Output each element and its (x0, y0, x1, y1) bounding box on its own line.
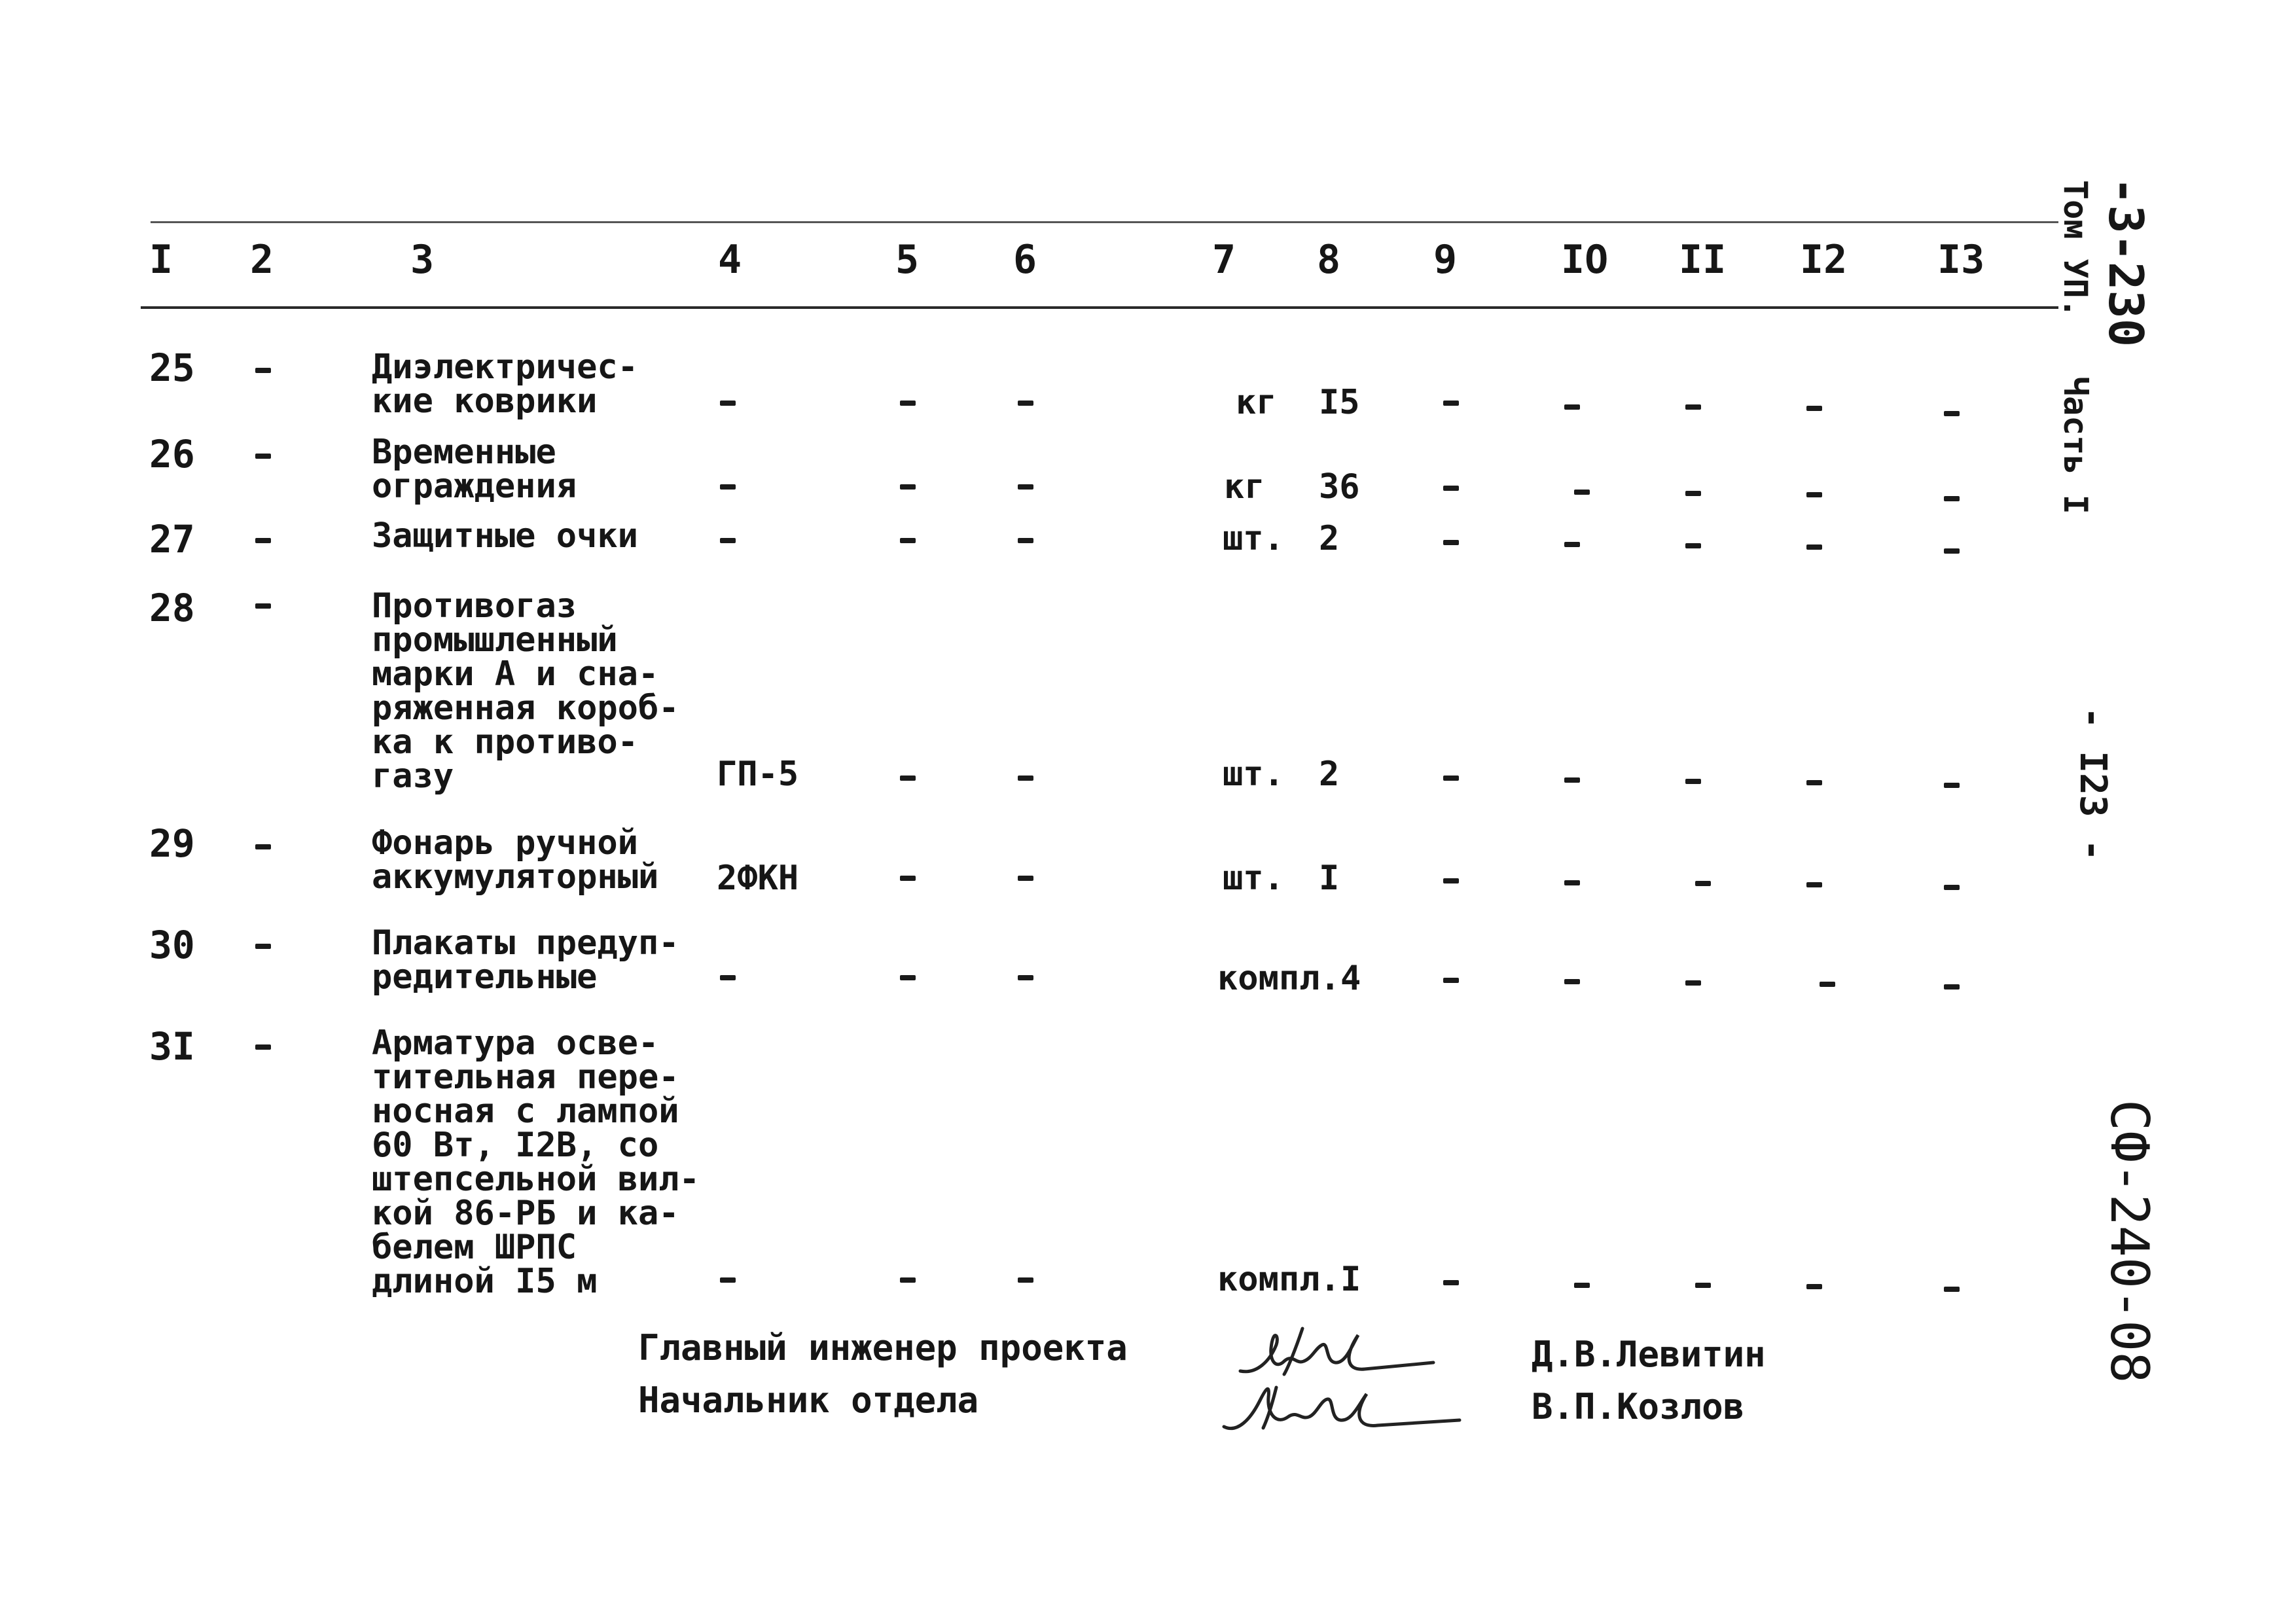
dash-mark (900, 876, 916, 881)
unit-cell: компл. (1217, 1260, 1340, 1299)
department-head-name: В.П.Козлов (1532, 1386, 1745, 1427)
dash-mark (1443, 1280, 1459, 1285)
row-number: 3I (149, 1024, 195, 1069)
dash-mark (255, 603, 271, 609)
dash-mark (1806, 492, 1822, 497)
dash-mark (1443, 878, 1459, 883)
dash-mark (1018, 538, 1033, 543)
dash-mark (255, 844, 271, 849)
dash-mark (1443, 978, 1459, 983)
dash-mark (255, 368, 271, 373)
row-number: 25 (149, 346, 195, 390)
dash-mark (720, 484, 736, 490)
dash-mark (1564, 542, 1580, 547)
dash-mark (1018, 401, 1033, 406)
col-header-11: II (1679, 237, 1727, 283)
dash-mark (1695, 1283, 1711, 1288)
unit-cell: шт. (1223, 859, 1284, 898)
dash-mark (900, 538, 916, 543)
dash-mark (255, 538, 271, 543)
item-name: Фонарь ручной аккумуляторный (372, 823, 659, 897)
dash-mark (720, 975, 736, 980)
dash-mark (1944, 496, 1960, 501)
unit-cell: кг (1224, 467, 1265, 507)
row-number: 26 (149, 432, 195, 476)
item-name: Плакаты предуп- редительные (372, 923, 679, 997)
unit-cell: кг (1236, 383, 1277, 422)
dash-mark (1944, 783, 1960, 788)
dash-mark (1806, 406, 1822, 411)
margin-volume: Том УП. (2056, 180, 2094, 318)
dash-mark (1018, 975, 1033, 980)
type-cell: ГП-5 (717, 755, 799, 794)
item-name: Временные ограждения (372, 433, 577, 506)
dash-mark (1018, 876, 1033, 881)
unit-cell: шт. (1223, 755, 1284, 794)
chief-engineer-name: Д.В.Левитин (1532, 1334, 1766, 1375)
quantity-cell: 4 (1340, 959, 1361, 998)
quantity-cell: I (1340, 1260, 1361, 1299)
dash-mark (720, 401, 736, 406)
dash-mark (900, 975, 916, 980)
page-number: - I23 - (2072, 707, 2114, 862)
col-header-6: 6 (1013, 237, 1037, 283)
dash-mark (900, 1277, 916, 1283)
dash-mark (900, 776, 916, 781)
col-header-2: 2 (250, 237, 274, 283)
dash-mark (1685, 980, 1701, 986)
dash-mark (1018, 1277, 1033, 1283)
dash-mark (255, 454, 271, 459)
col-header-13: I3 (1937, 237, 1985, 283)
dash-mark (1564, 880, 1580, 885)
col-header-8: 8 (1317, 237, 1341, 283)
dash-mark (1685, 779, 1701, 784)
chief-engineer-title: Главный инженер проекта (638, 1327, 1128, 1368)
dash-mark (1564, 777, 1580, 783)
margin-part: Часть I (2056, 376, 2094, 514)
item-name: Диэлектричес- кие коврики (372, 348, 638, 421)
dash-mark (1574, 490, 1590, 495)
quantity-cell: 2 (1319, 755, 1340, 794)
dash-mark (720, 538, 736, 543)
dash-mark (1820, 982, 1835, 987)
col-header-5: 5 (895, 237, 920, 283)
dash-mark (1944, 984, 1960, 990)
dash-mark (1443, 776, 1459, 781)
dash-mark (1018, 484, 1033, 490)
top-rule (151, 221, 2058, 223)
col-header-10: IO (1561, 237, 1609, 283)
col-header-12: I2 (1800, 237, 1848, 283)
dash-mark (900, 401, 916, 406)
dash-mark (720, 1277, 736, 1283)
quantity-cell: 36 (1319, 467, 1360, 507)
header-rule (141, 306, 2058, 309)
dash-mark (1695, 881, 1711, 886)
dash-mark (1806, 882, 1822, 887)
quantity-cell: I5 (1319, 383, 1360, 422)
department-head-title: Начальник отдела (638, 1380, 979, 1421)
document-code: СФ-240-08 (2099, 1099, 2160, 1383)
dash-mark (255, 1044, 271, 1050)
dash-mark (1564, 979, 1580, 984)
dash-mark (1806, 1284, 1822, 1289)
row-number: 28 (149, 586, 195, 630)
dash-mark (1806, 780, 1822, 785)
dash-mark (1443, 486, 1459, 491)
dash-mark (1564, 404, 1580, 410)
col-header-3: 3 (410, 237, 435, 283)
dash-mark (1685, 543, 1701, 548)
unit-cell: компл. (1217, 959, 1340, 998)
quantity-cell: 2 (1319, 519, 1340, 558)
unit-cell: шт. (1223, 519, 1284, 558)
dash-mark (1944, 411, 1960, 416)
row-number: 29 (149, 821, 195, 866)
item-name: Арматура осве- тительная пере- носная с лампой 60 Вт, I2В, со штепсельной вил- кой 86-РБ и ка- белем ШРПС длиной I5 м (372, 1024, 700, 1301)
dash-mark (1574, 1283, 1590, 1288)
dash-mark (1018, 776, 1033, 781)
dash-mark (1685, 404, 1701, 410)
dash-mark (1685, 491, 1701, 496)
dash-mark (1944, 885, 1960, 890)
dash-mark (1944, 548, 1960, 554)
item-name: Защитные очки (372, 516, 638, 556)
row-number: 30 (149, 923, 195, 967)
dash-mark (1944, 1287, 1960, 1292)
dash-mark (1443, 540, 1459, 545)
dash-mark (1443, 401, 1459, 406)
col-header-9: 9 (1433, 237, 1458, 283)
col-header-4: 4 (718, 237, 742, 283)
margin-code: -3-230 (2098, 177, 2153, 348)
dash-mark (900, 484, 916, 490)
handwritten-signatures (1211, 1309, 1505, 1453)
item-name: Противогаз промышленный марки А и сна- ряженная короб- ка к противо- газу (372, 586, 679, 796)
col-header-7: 7 (1212, 237, 1236, 283)
row-number: 27 (149, 517, 195, 562)
col-header-1: I (149, 237, 173, 283)
quantity-cell: I (1319, 859, 1340, 898)
dash-mark (255, 944, 271, 949)
type-cell: 2ФКН (717, 859, 799, 898)
dash-mark (1806, 544, 1822, 550)
